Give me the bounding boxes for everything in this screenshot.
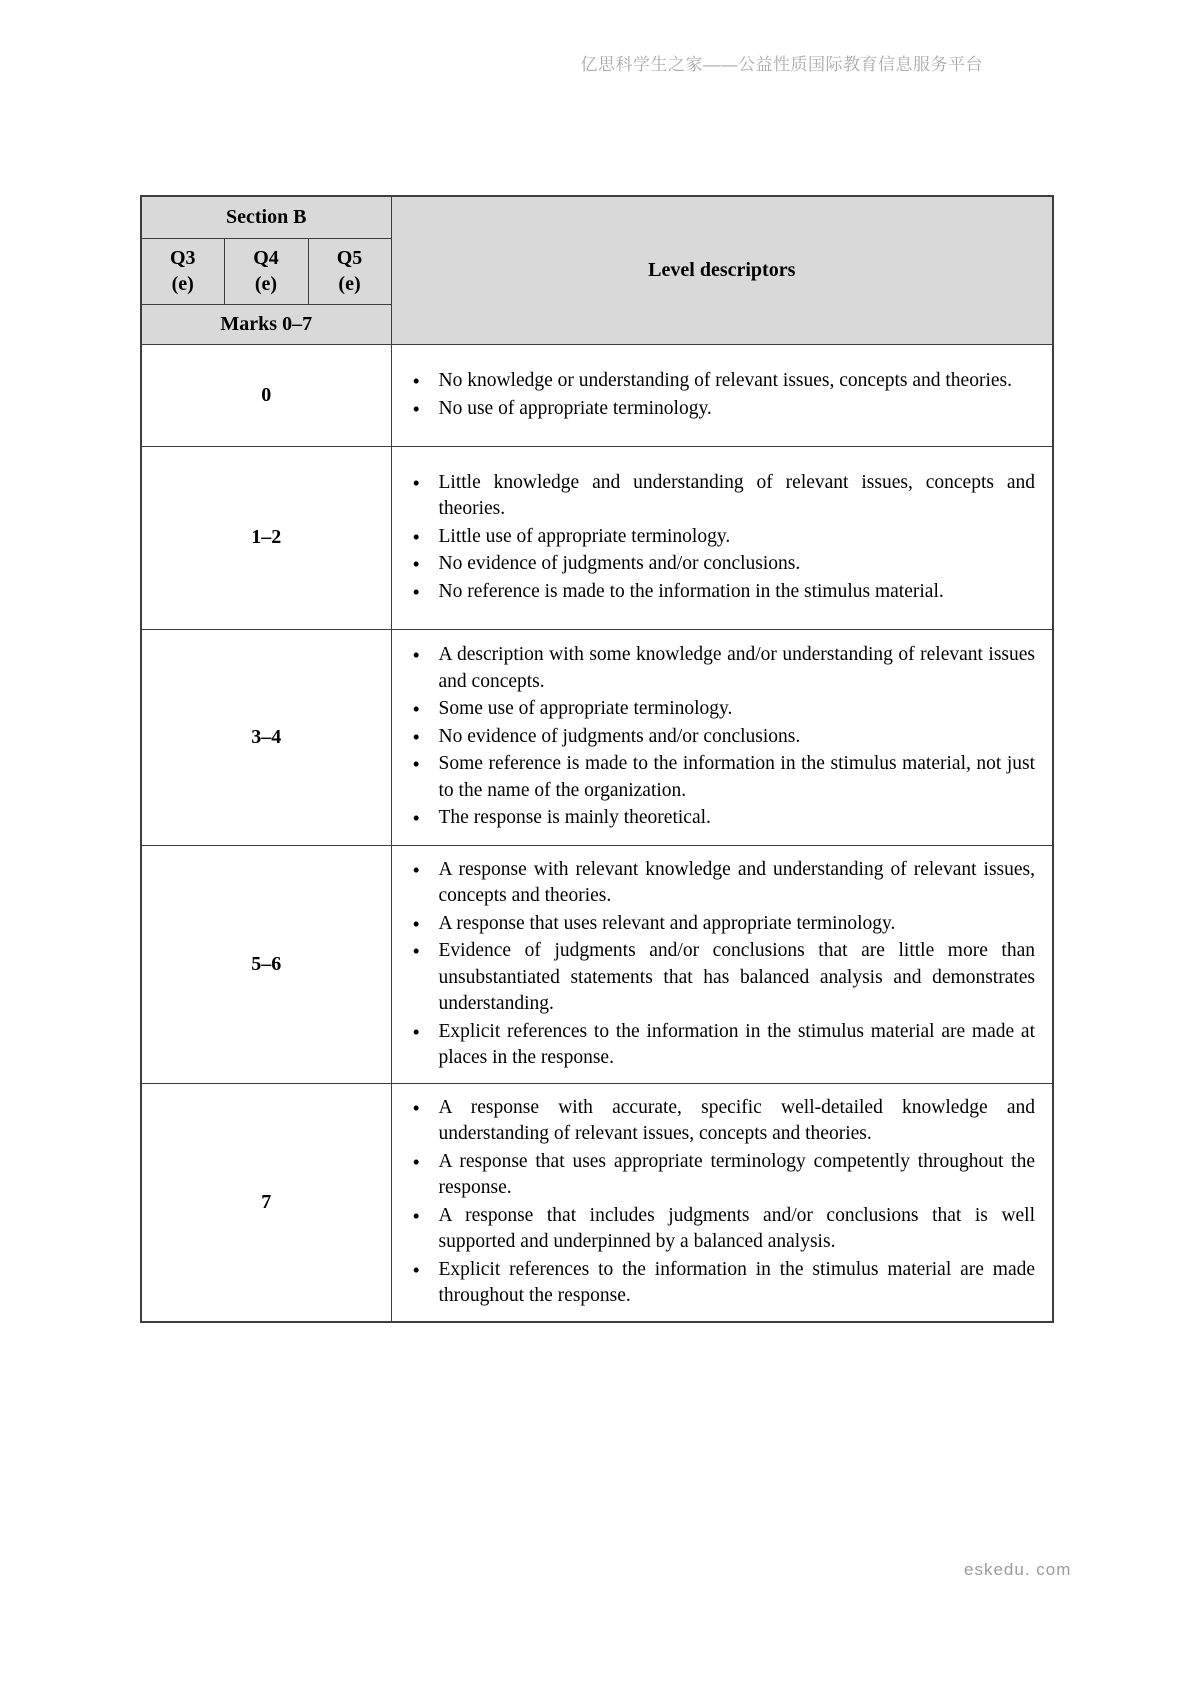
marks-value: 7 — [141, 1083, 391, 1322]
descriptor-row — [141, 845, 1053, 1083]
descriptor-bullet: • No reference is made to the information in the stimulus material. — [406, 579, 1036, 606]
bullet-list — [406, 857, 1036, 1072]
level-descriptors-table — [140, 195, 1054, 1323]
footer-site-watermark: eskedu. com — [964, 1560, 1072, 1579]
descriptor-cell — [391, 845, 1053, 1083]
descriptor-row — [141, 1083, 1053, 1322]
question-header-q4 — [224, 238, 308, 304]
descriptor-cell — [391, 446, 1053, 629]
descriptor-bullet: • Explicit references to the information in the stimulus material are made throughout the response. — [406, 1257, 1036, 1310]
descriptor-bullet: • A response that includes judgments and/or conclusions that is well supported and underpinned by a balanced analysis. — [406, 1203, 1036, 1256]
section-b-header: Section B — [141, 196, 391, 238]
descriptor-row — [141, 629, 1053, 845]
bullet-list — [406, 642, 1036, 832]
descriptor-bullet: • No evidence of judgments and/or conclusions. — [406, 724, 1036, 751]
descriptor-cell — [391, 344, 1053, 446]
descriptor-bullet: • Some reference is made to the information in the stimulus material, not just to the name of the organization. — [406, 751, 1036, 804]
descriptor-bullet: • Explicit references to the information in the stimulus material are made at places in the response. — [406, 1019, 1036, 1072]
descriptor-bullet: • No knowledge or understanding of relevant issues, concepts and theories. — [406, 368, 1036, 395]
descriptor-bullet: • A response that uses appropriate terminology competently throughout the response. — [406, 1149, 1036, 1202]
bullet-list — [406, 1095, 1036, 1310]
question-part-label: (e) — [338, 273, 361, 295]
marks-value: 3–4 — [141, 629, 391, 845]
descriptor-bullet: • A response with relevant knowledge and understanding of relevant issues, concepts and theories. — [406, 857, 1036, 910]
section-row — [141, 196, 1053, 238]
descriptor-row — [141, 344, 1053, 446]
marks-value: 0 — [141, 344, 391, 446]
descriptor-bullet: • Some use of appropriate terminology. — [406, 696, 1036, 723]
question-part-label: (e) — [254, 273, 278, 295]
bullet-list — [406, 368, 1036, 422]
descriptor-bullet: • No use of appropriate terminology. — [406, 396, 1036, 423]
descriptor-bullet: • Little use of appropriate terminology. — [406, 524, 1036, 551]
descriptor-cell — [391, 1083, 1053, 1322]
descriptor-bullet: • A response with accurate, specific well-detailed knowledge and understanding of relevant issues, concepts and theories. — [406, 1095, 1036, 1148]
question-label: Q3 — [169, 247, 196, 269]
table-header — [141, 196, 1053, 344]
question-header-q3 — [141, 238, 224, 304]
descriptor-rows — [141, 344, 1053, 1322]
question-header-q5 — [308, 238, 391, 304]
question-label: Q5 — [336, 247, 363, 269]
descriptor-bullet: • A description with some knowledge and/or understanding of relevant issues and concepts. — [406, 642, 1036, 695]
header-site-watermark: 亿思科学生之家——公益性质国际教育信息服务平台 — [580, 55, 983, 74]
marks-value: 5–6 — [141, 845, 391, 1083]
descriptor-cell — [391, 629, 1053, 845]
level-descriptors-header: Level descriptors — [391, 196, 1053, 344]
marks-range-header: Marks 0–7 — [141, 304, 391, 344]
descriptor-bullet: • A response that uses relevant and appropriate terminology. — [406, 911, 1036, 938]
bullet-list — [406, 470, 1036, 606]
descriptor-bullet: • Evidence of judgments and/or conclusions that are little more than unsubstantiated statements that has balanced analysis and demonstrates understanding. — [406, 938, 1036, 1018]
descriptor-bullet: • Little knowledge and understanding of relevant issues, concepts and theories. — [406, 470, 1036, 523]
descriptor-bullet: • The response is mainly theoretical. — [406, 805, 1036, 832]
marks-value: 1–2 — [141, 446, 391, 629]
descriptor-row — [141, 446, 1053, 629]
question-part-label: (e) — [171, 273, 194, 295]
question-label: Q4 — [253, 247, 279, 269]
descriptor-bullet: • No evidence of judgments and/or conclusions. — [406, 551, 1036, 578]
